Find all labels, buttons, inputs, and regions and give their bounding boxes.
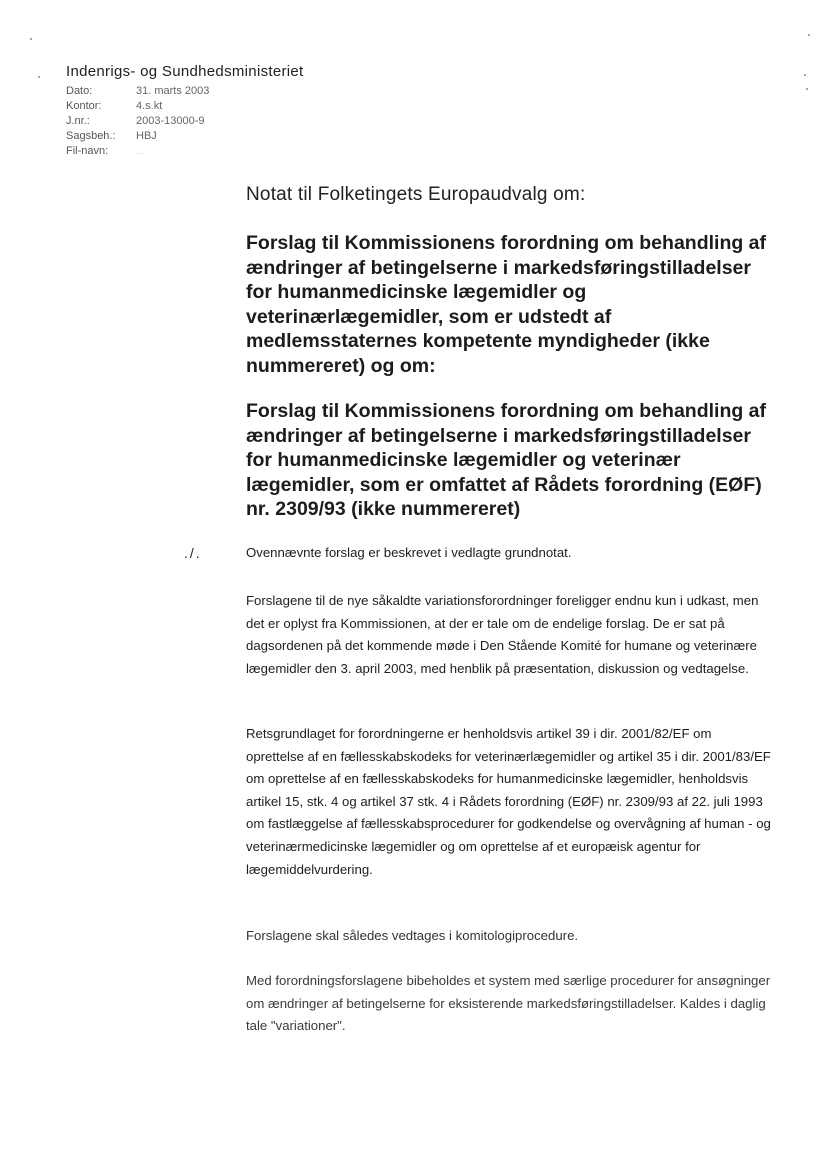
meta-row-date: [66, 84, 209, 99]
meta-row-case-handler: [66, 129, 209, 144]
paragraph: Med forordningsforslagene bibeholdes et system med særlige procedurer for ansøgninger om ændringer af betingelserne for eksisterende markedsføringstilladelser. Kaldes i daglig tale "variationer".: [246, 973, 771, 1034]
meta-value: 31. marts 2003: [136, 85, 210, 97]
meta-label: J.nr.:: [66, 115, 90, 127]
meta-value: 4.s.kt: [136, 100, 163, 112]
paragraph: Forslagene til de nye såkaldte variationsforordninger foreligger endnu kun i udkast, men det er oplyst fra Kommissionen, at der er tale om de endelige forslag. De er sat på dagsordenen på det kommende møde i Den Stående Komité for humane og veterinære lægemidler den 3. april 2003, med henblik på præsentation, diskussion og vedtagelse.: [246, 593, 759, 676]
meta-label: Fil-navn:: [66, 145, 109, 157]
meta-label: Dato:: [66, 85, 93, 97]
meta-row-filename: [66, 144, 209, 159]
scan-speck: [808, 34, 810, 36]
meta-row-office: [66, 99, 209, 114]
scan-speck: [806, 88, 808, 90]
scan-speck: [30, 38, 32, 40]
scan-speck: [38, 76, 40, 78]
document-heading: Notat til Folketingets Europaudvalg om:: [246, 184, 586, 205]
attachment-mark: ./.: [184, 545, 202, 561]
meta-value: 2003-13000-9: [136, 115, 205, 127]
document-metadata: [66, 84, 209, 159]
ministry-name: Indenrigs- og Sundhedsministeriet: [66, 63, 304, 80]
meta-value: ...: [136, 147, 146, 156]
meta-label: Kontor:: [66, 100, 102, 112]
proposal-title-1: Forslag til Kommissionens forordning om behandling af ændringer af betingelserne i markedsføringstilladelser for humanmedicinske lægemidler og veterinærlægemidler, som er udstedt af medlemsstaternes kompetente myndigheder (ikke nummereret) og om:: [246, 232, 767, 377]
paragraph: Retsgrundlaget for forordningerne er henholdsvis artikel 39 i dir. 2001/82/EF om oprettelse af en fællesskabskodeks for veterinærlægemidler og artikel 35 i dir. 2001/83/EF om oprettelse af en fællesskabskodeks for humanmedicinske lægemidler, henholdsvis artikel 15, stk. 4 og artikel 37 stk. 4 i Rådets forordning (EØF) nr. 2309/93 af 22. juli 1993 om fastlæggelse af fællesskabsprocedurer for godkendelse og overvågning af human - og veterinærmedicinske lægemidler og om oprettelse af et europæisk agentur for lægemiddelvurdering.: [246, 726, 771, 877]
meta-row-journal: [66, 114, 209, 129]
paragraph: Ovennævnte forslag er beskrevet i vedlagte grundnotat.: [246, 545, 572, 560]
paragraph: Forslagene skal således vedtages i komitologiprocedure.: [246, 928, 579, 943]
scan-speck: [804, 74, 806, 76]
meta-value: HBJ: [136, 130, 157, 142]
meta-label: Sagsbeh.:: [66, 130, 116, 142]
proposal-title-2: Forslag til Kommissionens forordning om behandling af ændringer af betingelserne i markedsføringstilladelser for humanmedicinske lægemidler og veterinær lægemidler, som er omfattet af Rådets forordning (EØF) nr. 2309/93 (ikke nummereret): [246, 400, 767, 520]
